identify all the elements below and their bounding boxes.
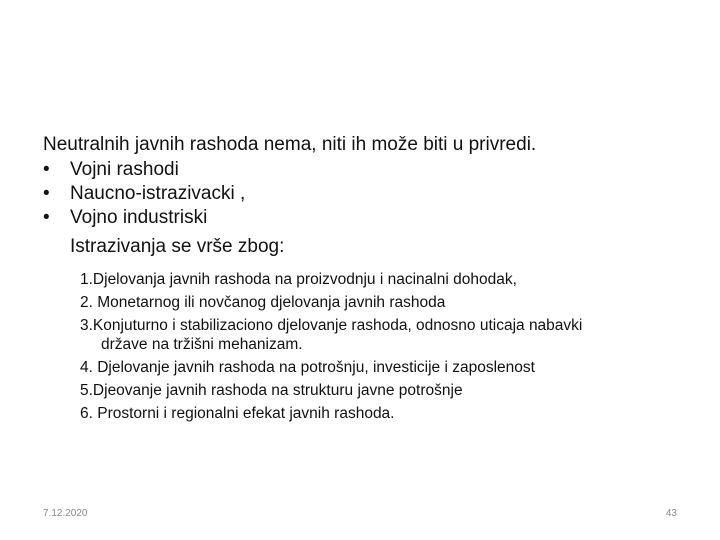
intro-text: Neutralnih javnih rashoda nema, niti ih može biti u privredi. (43, 134, 537, 155)
reason-text: 1.Djelovanja javnih rashoda na proizvodnju i nacinalni dohodak, (80, 271, 517, 288)
reasons-title: Istrazivanja se vrše zbog: (70, 236, 285, 257)
reason-item (80, 270, 700, 289)
bullet-item: • Vojni rashodi (43, 158, 245, 182)
reason-item (80, 381, 700, 400)
reason-text: 3.Konjuturno i stabilizaciono djelovanje rashoda, odnosno uticaja nabavki (80, 317, 583, 334)
reason-item (80, 316, 700, 354)
reason-text-continuation: države na tržišni mehanizam. (101, 336, 303, 353)
bullet-item: • Naucno-istrazivacki , (43, 182, 245, 206)
reason-item (80, 358, 700, 377)
page-number: 43 (665, 508, 677, 519)
reason-item (80, 404, 700, 423)
reason-item (80, 293, 700, 312)
bullet-item: • Vojno industriski (43, 206, 245, 230)
reason-text: 6. Prostorni i regionalni efekat javnih rashoda. (80, 405, 395, 422)
reason-text: 2. Monetarnog ili novčanog djelovanja javnih rashoda (80, 294, 446, 311)
bullet-list (43, 158, 245, 230)
reason-text: 5.Djeovanje javnih rashoda na strukturu javne potrošnje (80, 382, 463, 399)
footer-date: 7.12.2020 (43, 508, 88, 519)
reasons-list (80, 270, 700, 427)
reason-text: 4. Djelovanje javnih rashoda na potrošnju, investicije i zaposlenost (80, 359, 535, 376)
